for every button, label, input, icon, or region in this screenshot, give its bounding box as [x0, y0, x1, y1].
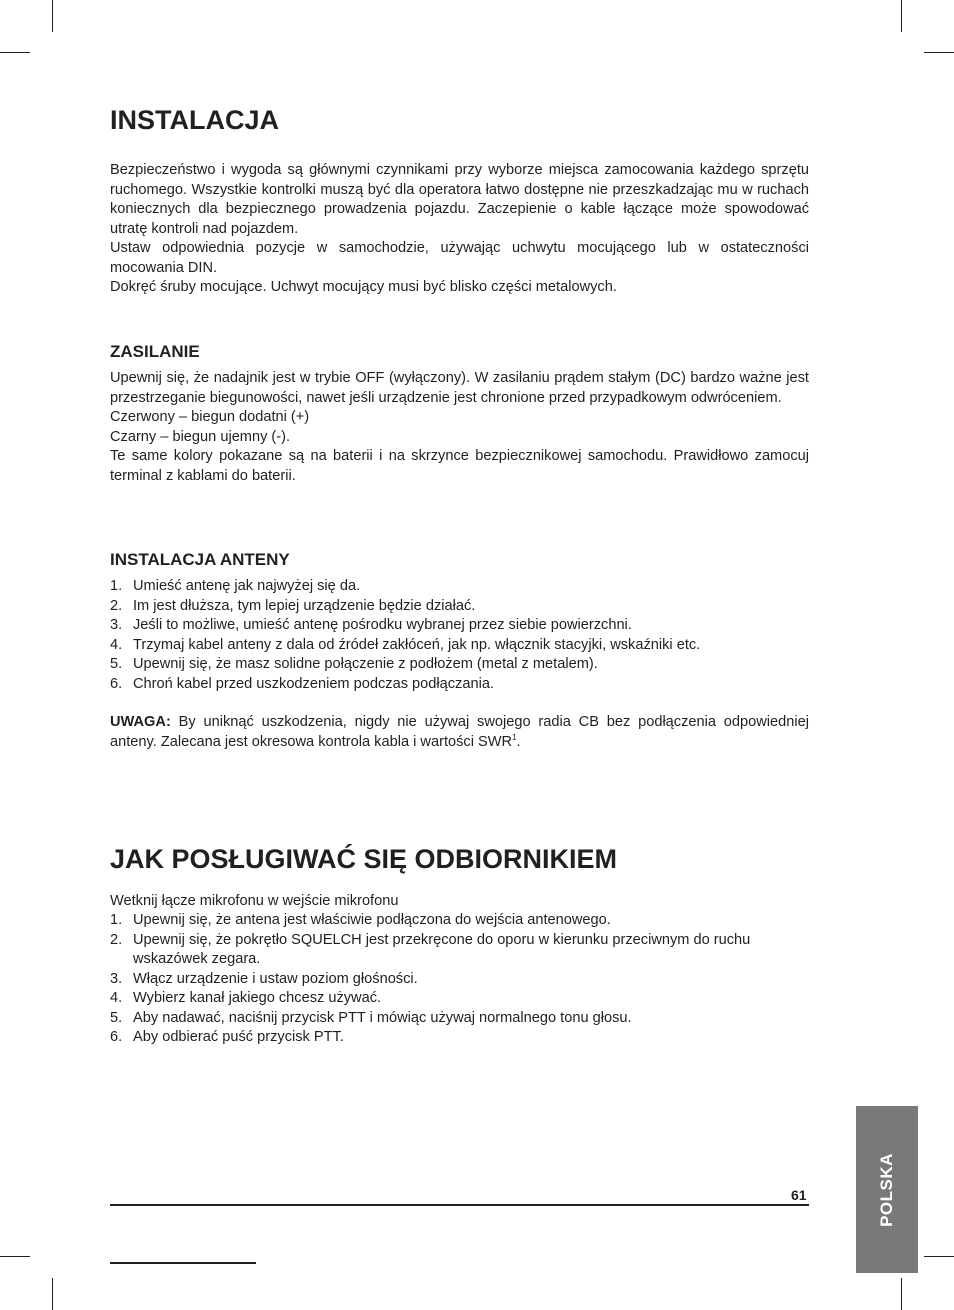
- list-number: 5.: [110, 1009, 123, 1026]
- list-text: Wybierz kanał jakiego chcesz używać.: [133, 990, 382, 1006]
- list-item: [110, 911, 809, 931]
- list-number: 1.: [110, 578, 123, 594]
- list-text: Aby nadawać, naciśnij przycisk PTT i mówiąc używaj normalnego tonu głosu.: [133, 1009, 632, 1026]
- list-item: [110, 597, 809, 617]
- power-text: [110, 369, 809, 486]
- paragraph: Ustaw odpowiednia pozycje w samochodzie, używając uchwytu mocującego lub w ostateczności mocowania DIN.: [110, 240, 809, 276]
- section-title-operation: JAK POSŁUGIWAĆ SIĘ ODBIORNIKIEM: [110, 844, 618, 874]
- crop-mark: [52, 0, 53, 32]
- list-item: [110, 931, 809, 970]
- crop-mark: [924, 1256, 954, 1257]
- list-text: Jeśli to możliwe, umieść antenę pośrodku wybranej przez siebie powierzchni.: [133, 617, 632, 633]
- paragraph: Te same kolory pokazane są na baterii i na skrzynce bezpiecznikowej samochodu. Prawidłowo zamocuj terminal z kablami do baterii.: [110, 448, 809, 484]
- list-item: [110, 675, 809, 695]
- list-number: 6.: [110, 675, 123, 692]
- paragraph: Czerwony – biegun dodatni (+): [110, 409, 310, 425]
- list-number: 2.: [110, 931, 123, 948]
- list-text: Umieść antenę jak najwyżej się da.: [133, 578, 361, 594]
- operation-intro: Wetknij łącze mikrofonu w wejście mikrofonu: [110, 893, 399, 909]
- installation-text: [110, 161, 809, 298]
- crop-mark: [0, 52, 30, 53]
- list-text: Upewnij się, że masz solidne połączenie z podłożem (metal z metalem).: [133, 656, 598, 672]
- list-item: [110, 636, 809, 656]
- list-text: Chroń kabel przed uszkodzeniem podczas podłączania.: [133, 675, 495, 692]
- crop-mark: [901, 0, 902, 32]
- list-number: 4.: [110, 636, 123, 653]
- crop-mark: [924, 52, 954, 53]
- list-number: 4.: [110, 990, 123, 1006]
- paragraph: Upewnij się, że nadajnik jest w trybie OFF (wyłączony). W zasilaniu prądem stałym (DC) bardzo ważne jest przestrzeganie biegunowości, nawet jeśli urządzenie jest chronione przed przypadkowym odwróceniem.: [110, 370, 809, 406]
- list-text: Im jest dłuższa, tym lepiej urządzenie będzie działać.: [133, 597, 476, 614]
- list-number: 3.: [110, 617, 123, 633]
- list-text: Trzymaj kabel anteny z dala od źródeł zakłóceń, jak np. włącznik stacyjki, wskaźniki etc.: [133, 636, 701, 653]
- warning-end: .: [516, 733, 521, 750]
- language-tab-label: POLSKA: [877, 1152, 896, 1227]
- list-number: 3.: [110, 970, 123, 987]
- antenna-steps-list: [110, 577, 809, 694]
- list-text: Aby odbierać puść przycisk PTT.: [133, 1029, 344, 1045]
- list-item: [110, 655, 809, 675]
- operation-steps-list: [110, 911, 809, 1048]
- paragraph: Bezpieczeństwo i wygoda są głównymi czynnikami przy wyborze miejsca zamocowania każdego sprzętu ruchomego. Wszystkie kontrolki muszą być dla operatora łatwo dostępne nie przeszkadzając mu w ruchach koniecznych dla bezpiecznego prowadzenia pojazdu. Zaczepienie o kable łączące może spowodować utratę kontroli nad pojazdem.: [110, 162, 809, 237]
- list-item: [110, 1009, 809, 1029]
- list-text: Włącz urządzenie i ustaw poziom głośności.: [133, 970, 418, 987]
- crop-mark: [901, 1278, 902, 1310]
- list-number: 1.: [110, 912, 123, 928]
- crop-mark: [52, 1278, 53, 1310]
- list-text: Upewnij się, że antena jest właściwie podłączona do wejścia antenowego.: [133, 912, 611, 928]
- list-item: [110, 577, 809, 597]
- list-item: [110, 616, 809, 636]
- language-tab: [856, 1106, 918, 1273]
- footer-rule: [110, 1204, 809, 1206]
- list-item: [110, 970, 809, 990]
- list-item: [110, 1028, 809, 1048]
- list-item: [110, 989, 809, 1009]
- list-number: 2.: [110, 597, 123, 614]
- heading-antenna: INSTALACJA ANTENY: [110, 550, 290, 569]
- list-text: Upewnij się, że pokrętło SQUELCH jest przekręcone do oporu w kierunku przeciwnym do ruchu wskazówek zegara.: [133, 931, 751, 967]
- paragraph: Czarny – biegun ujemny (-).: [110, 428, 291, 445]
- section-title-installation: INSTALACJA: [110, 105, 280, 135]
- list-number: 6.: [110, 1029, 123, 1045]
- page-number: 61: [791, 1187, 807, 1203]
- list-number: 5.: [110, 656, 123, 672]
- footer-short-rule: [110, 1262, 256, 1264]
- paragraph: Dokręć śruby mocujące. Uchwyt mocujący musi być blisko części metalowych.: [110, 279, 617, 295]
- footnote-marker: 1: [512, 732, 517, 742]
- heading-power: ZASILANIE: [110, 342, 200, 361]
- warning-label: UWAGA:: [110, 714, 171, 730]
- warning-text: By uniknąć uszkodzenia, nigdy nie używaj swojego radia CB bez podłączenia odpowiedniej anteny. Zalecana jest okresowa kontrola kabla i wartości SWR: [110, 714, 809, 750]
- warning-note: [110, 713, 809, 752]
- crop-mark: [0, 1256, 30, 1257]
